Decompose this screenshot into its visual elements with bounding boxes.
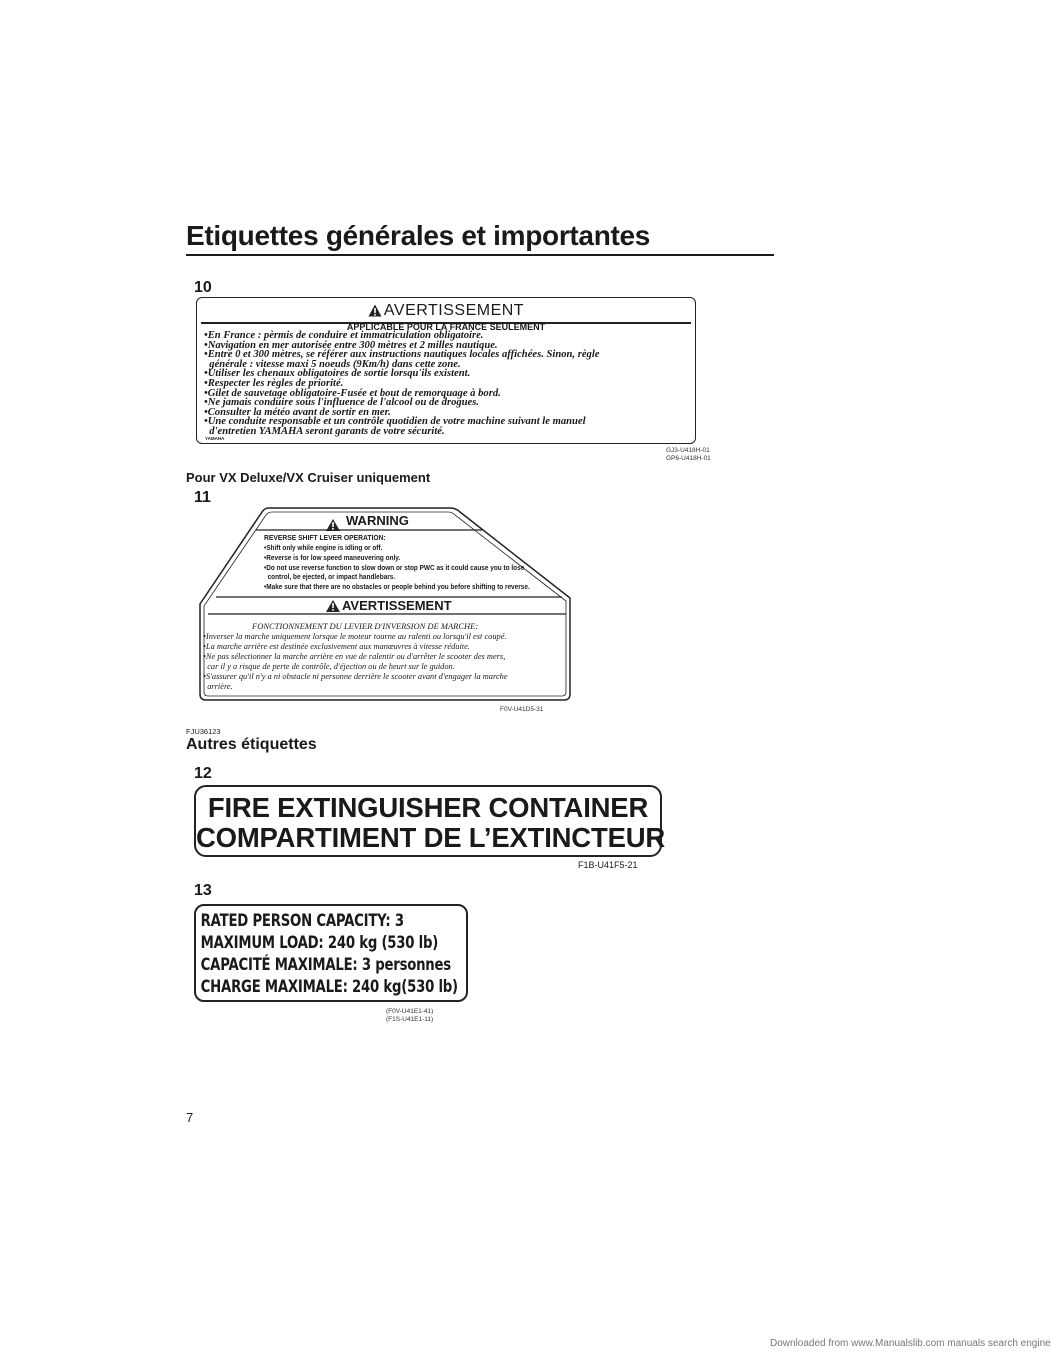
label-12-number: 12 — [194, 765, 212, 782]
label-10-item: générale : vitesse maxi 5 noeuds (9Km/h) dans cette zone. — [204, 358, 461, 370]
label-11-item-fr: car il y a risque de perte de contrôle, d'éjection ou de heurt sur le guidon. — [203, 662, 455, 671]
label-13-line: RATED PERSON CAPACITY: 3 — [200, 911, 404, 931]
label-11-list-en — [264, 543, 530, 592]
label-11-heading-fr: AVERTISSEMENT — [342, 598, 452, 613]
label-13-line: CHARGE MAXIMALE: 240 kg(530 lb) — [200, 977, 458, 997]
label-10-code-1: GJ3-U418H-01 — [666, 447, 710, 454]
label-10-list — [204, 331, 690, 437]
warning-icon — [368, 304, 382, 317]
label-10-heading: AVERTISSEMENT — [383, 302, 525, 319]
label-10-item: •Navigation en mer autorisée entre 300 mètres et 2 milles nautique. — [204, 339, 498, 351]
label-10-item: •Ne jamais conduire sous l'influence de l'alcool ou de drogues. — [204, 397, 480, 409]
label-12-line-1: FIRE EXTINGUISHER CONTAINER — [207, 792, 649, 823]
label-10-item: •Consulter la météo avant de sortir en mer. — [204, 406, 391, 418]
label-13-line: MAXIMUM LOAD: 240 kg (530 lb) — [200, 933, 439, 953]
label-13-sticker — [194, 904, 468, 1002]
label-11-code: F0V-U41D5-31 — [500, 706, 544, 713]
label-11-subheading-fr: FONCTIONNEMENT DU LEVIER D'INVERSION DE MARCHE: — [252, 621, 479, 631]
label-11-item-en: •Do not use reverse function to slow down or stop PWC as it could cause you to lose — [264, 562, 525, 572]
section-title: Autres étiquettes — [186, 736, 317, 753]
label-10-code-2: GP6-U418H-01 — [666, 455, 711, 462]
label-11-item-en: •Shift only while engine is idling or off. — [264, 543, 383, 552]
label-12-line-2: COMPARTIMENT DE L’EXTINCTEUR — [196, 822, 666, 853]
label-13-number: 13 — [194, 882, 212, 899]
label-10-item: •En France : pèrmis de conduire et immatriculation obligatoire. — [204, 330, 484, 341]
label-11-number: 11 — [194, 489, 211, 506]
label-10-item: •Une conduite responsable et un contrôle quotidien de votre machine suivant le manuel — [204, 416, 586, 428]
label-11-item-en: •Reverse is for low speed maneuvering only. — [264, 552, 401, 562]
label-10-item: d'entretien YAMAHA seront garants de votre sécurité. — [204, 425, 445, 437]
label-10-item: •Respecter les règles de priorité. — [204, 377, 344, 389]
label-10-item: •Utiliser les chenaux obligatoires de sortie lorsqu'ils existent. — [204, 368, 471, 380]
label-10-item: •Entre 0 et 300 mètres, se référer aux instructions nautiques locales affichées. Sinon, règle — [204, 349, 600, 361]
yamaha-logo: YAMAHA — [205, 436, 225, 441]
label-10-sticker — [196, 297, 696, 444]
label-11-subheading-en: REVERSE SHIFT LEVER OPERATION: — [264, 533, 386, 542]
footer-watermark-text: Downloaded from www.Manualslib.com manuals search engine — [770, 1338, 1051, 1349]
label-13-code-1: (F0V-U41E1-41) — [386, 1008, 434, 1015]
page-number: 7 — [186, 1110, 194, 1125]
label-11-item-fr: arrière. — [203, 682, 233, 691]
label-10-item: •Gilet de sauvetage obligatoire-Fusée et bout de remorquage à bord. — [204, 387, 501, 399]
label-11-list-fr — [203, 632, 508, 692]
label-11-heading-en: WARNING — [346, 513, 409, 528]
label-11-item-en: control, be ejected, or impact handlebars. — [264, 572, 396, 582]
label-11-item-fr: •Inverser la marche uniquement lorsque le moteur tourne au ralenti ou lorsqu'il est coupé. — [203, 632, 507, 641]
label-10-subheading: APPLICABLE POUR LA FRANCE SEULEMENT — [346, 322, 546, 332]
label-10-number: 10 — [194, 279, 212, 296]
label-12-sticker — [194, 785, 666, 857]
label-10-heading-wrap — [197, 302, 695, 320]
footer-watermark — [770, 1338, 1051, 1349]
label-11-item-fr: •La marche arrière est destinée exclusivement aux manœuvres à vitesse réduite. — [203, 642, 470, 651]
title-rule — [186, 254, 774, 256]
label-11-item-fr: •Ne pas sélectionner la marche arrière en vue de ralentir ou d'arrêter le scooter des mers, — [203, 652, 506, 661]
variant-note: Pour VX Deluxe/VX Cruiser uniquement — [186, 470, 431, 485]
label-11-item-en: •Make sure that there are no obstacles or people behind you before shifting to reverse. — [264, 582, 530, 592]
label-13-line: CAPACITÉ MAXIMALE: 3 personnes — [200, 955, 451, 975]
section-code: FJU36123 — [186, 727, 221, 736]
label-12-code: F1B-U41F5-21 — [578, 860, 638, 870]
label-13-code-2: (F1S-U41E1-11) — [386, 1016, 434, 1023]
page-title: Etiquettes générales et importantes — [186, 220, 651, 251]
label-11-item-fr: •S'assurer qu'il n'y a ni obstacle ni personne derrière le scooter avant d'engager la marche — [203, 672, 508, 681]
